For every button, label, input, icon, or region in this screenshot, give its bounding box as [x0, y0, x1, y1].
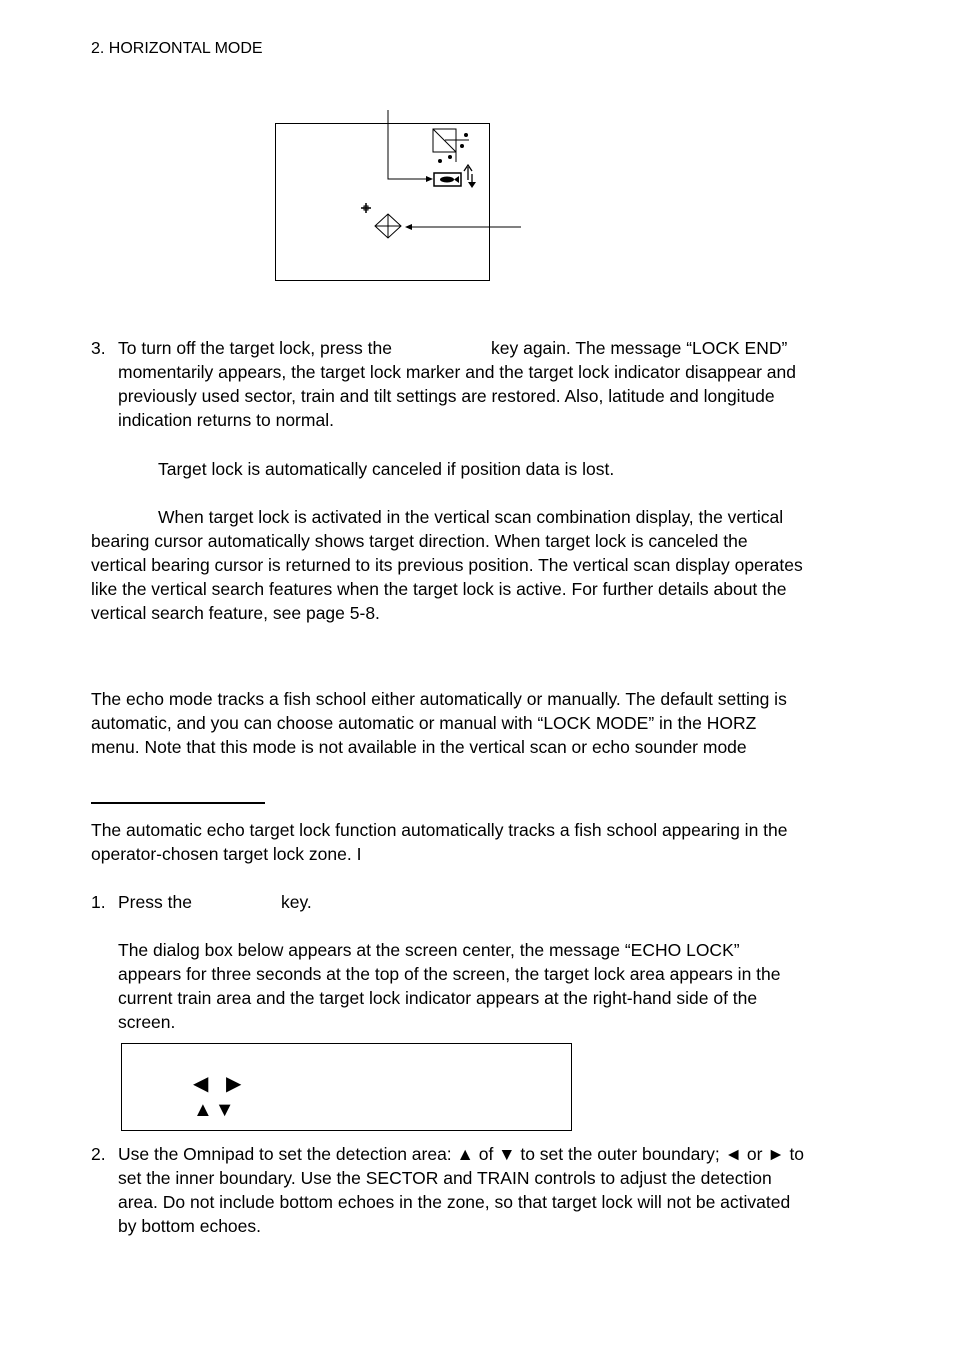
echo-mode-intro: [91, 687, 851, 759]
step-3: [91, 336, 851, 436]
dialog-box: [121, 1043, 572, 1131]
step-1-b: key.: [281, 892, 312, 912]
intro-line: The automatic echo target lock function automatically tracks a fish school appearing in the: [91, 820, 788, 840]
step-2-text: [118, 1142, 848, 1238]
note-2-line: vertical bearing cursor is returned to its previous position. The vertical scan display operates: [91, 555, 803, 575]
target-lock-marker: [375, 214, 401, 238]
subsection-rule: [91, 802, 265, 804]
intro-line: The echo mode tracks a fish school either automatically or manually. The default setting is: [91, 689, 787, 709]
leader-line-indicator: [388, 110, 428, 179]
note-2-line: like the vertical search features when the target lock is active. For further details about the: [91, 579, 787, 599]
step-2-line: set the inner boundary. Use the SECTOR and TRAIN controls to adjust the detection: [118, 1168, 772, 1188]
step-number: 3.: [91, 338, 106, 358]
step-3-line: indication returns to normal.: [118, 410, 334, 430]
note-2-line: bearing cursor automatically shows target direction. When target lock is canceled the: [91, 531, 748, 551]
up-down-arrows-icon: ▲▼: [193, 1099, 237, 1121]
intro-line: automatic, and you can choose automatic or manual with “LOCK MODE” in the HORZ: [91, 713, 757, 733]
own-ship-mark: [361, 203, 371, 213]
echo-dot: [464, 133, 468, 137]
step-2-line: area. Do not include bottom echoes in the zone, so that target lock will not be activated: [118, 1192, 791, 1212]
step-1-line: appears for three seconds at the top of the screen, the target lock area appears in the: [118, 964, 781, 984]
step-number: 1.: [91, 892, 106, 912]
step-3-line1b: key again. The message “LOCK END”: [491, 338, 788, 358]
echo-dot: [438, 159, 442, 163]
echo-dot: [460, 144, 464, 148]
auto-lock-intro: [91, 818, 851, 866]
step-3-line: momentarily appears, the target lock marker and the target lock indicator disappear and: [118, 362, 796, 382]
note-1: Target lock is automatically canceled if position data is lost.: [158, 459, 615, 479]
step-2: [91, 1142, 851, 1242]
step-3-line: previously used sector, train and tilt settings are restored. Also, latitude and longitude: [118, 386, 775, 406]
step-1-line: screen.: [118, 1012, 176, 1032]
intro-line: menu. Note that this mode is not available in the vertical scan or echo sounder mode: [91, 737, 747, 757]
step-3-line1a: To turn off the target lock, press the: [118, 338, 392, 358]
step-1-line: current train area and the target lock indicator appears at the right-hand side of the: [118, 988, 758, 1008]
note-2-line: vertical search feature, see page 5-8.: [91, 603, 380, 623]
step-1: [91, 890, 851, 1040]
step-2-line: Use the Omnipad to set the detection area: ▲ of ▼ to set the outer boundary; ◄ or ► to: [118, 1144, 805, 1164]
echo-dot: [448, 155, 452, 159]
target-lock-figure: [0, 0, 954, 300]
intro-line: operator-chosen target lock zone. I: [91, 844, 362, 864]
step-3-text: [118, 336, 848, 432]
arrowhead-indicator: [426, 176, 433, 182]
fish-icon: [440, 177, 454, 183]
note-2-line: When target lock is activated in the vertical scan combination display, the vertical: [158, 507, 784, 527]
left-right-arrows-icon: ◀ ▶: [193, 1073, 248, 1095]
up-down-arrow-icon: [464, 165, 476, 188]
note-2: [91, 505, 851, 625]
step-2-line: by bottom echoes.: [118, 1216, 261, 1236]
step-1-line: The dialog box below appears at the screen center, the message “ECHO LOCK”: [118, 940, 740, 960]
step-number: 2.: [91, 1144, 106, 1164]
step-1-a: Press the: [118, 892, 192, 912]
step-1-text: [118, 890, 848, 1034]
section-header: 2. HORIZONTAL MODE: [91, 40, 263, 57]
